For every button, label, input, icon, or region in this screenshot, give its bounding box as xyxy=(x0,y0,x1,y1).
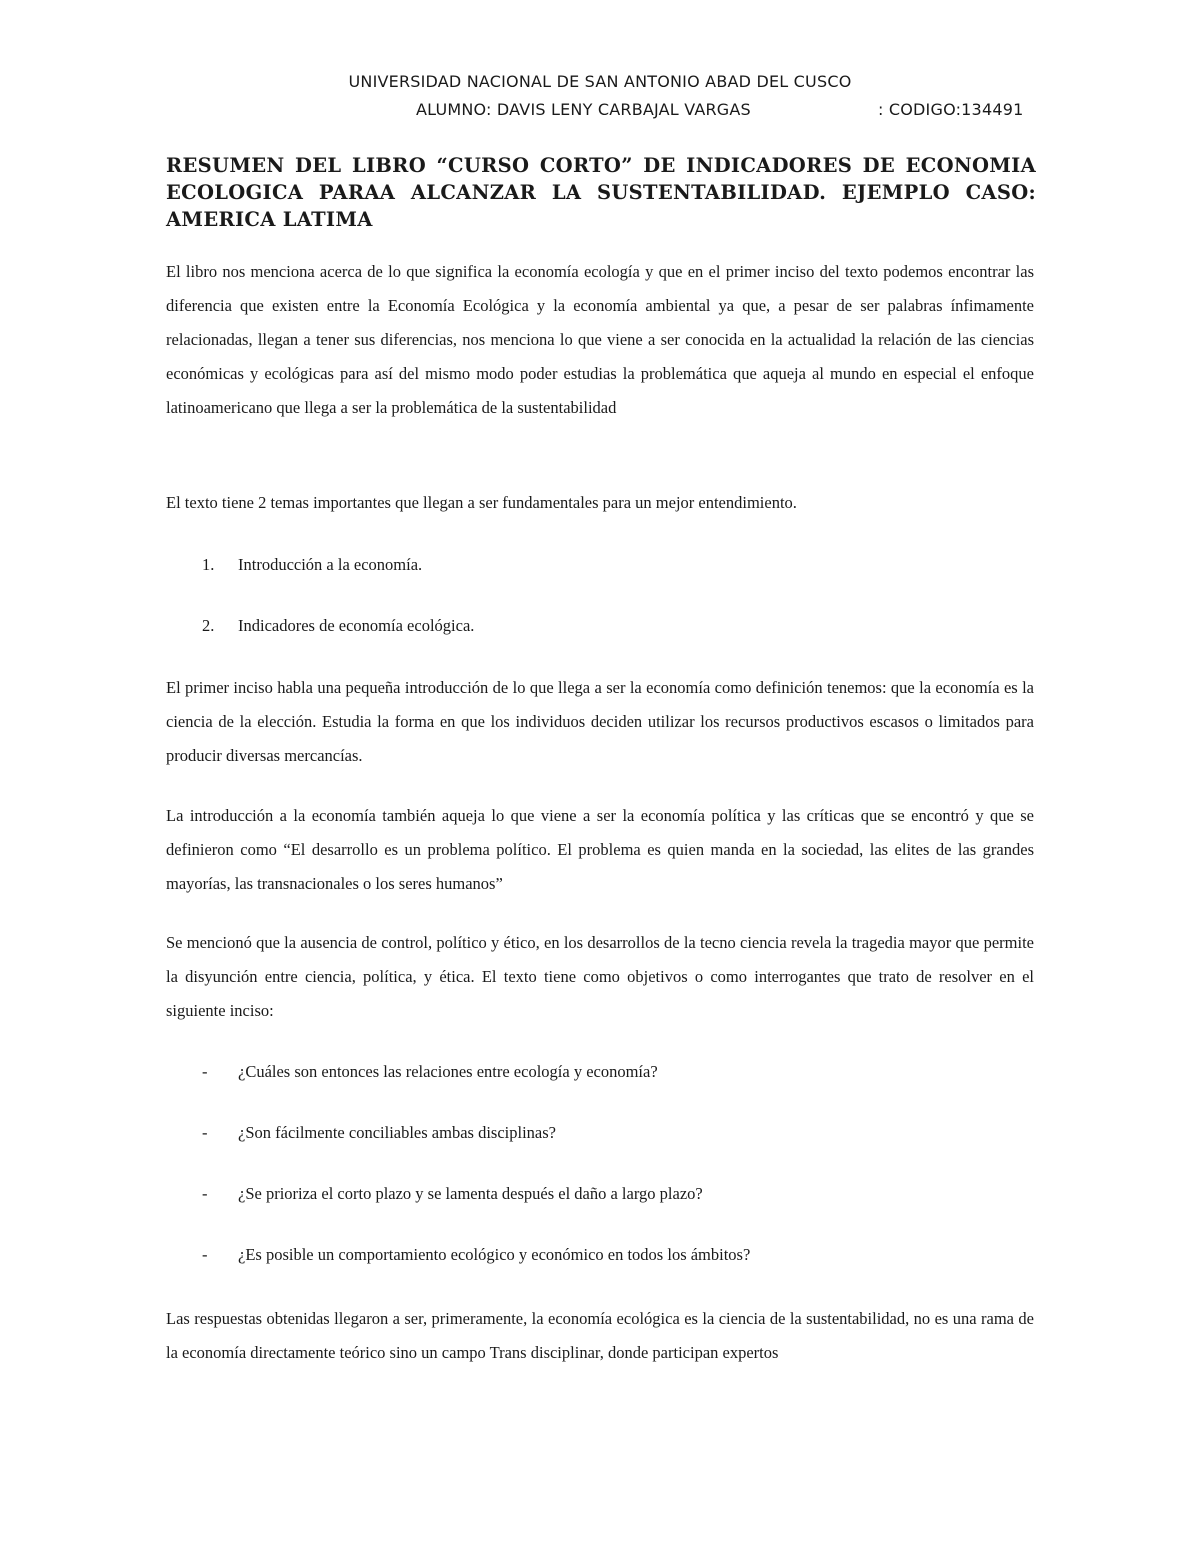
student-name: ALUMNO: DAVIS LENY CARBAJAL VARGAS xyxy=(416,100,751,119)
dash-bullet: - xyxy=(202,1123,208,1142)
list-item xyxy=(166,1238,1034,1272)
list-item-text: ¿Es posible un comportamiento ecológico y económico en todos los ámbitos? xyxy=(238,1245,751,1264)
dash-bullet: - xyxy=(202,1245,208,1264)
list-item-text: ¿Se prioriza el corto plazo y se lamenta después el daño a largo plazo? xyxy=(238,1184,703,1203)
dash-bullet: - xyxy=(202,1062,208,1081)
list-item-text: ¿Son fácilmente conciliables ambas disciplinas? xyxy=(238,1123,556,1142)
paragraph-political: La introducción a la economía también aqueja lo que viene a ser la economía política y las críticas que se encontró y que se definieron como “El desarrollo es un problema político. El problema es quien manda en la sociedad, las elites de las grandes mayorías, las transnacionales o los seres humanos” xyxy=(166,806,1034,893)
list-item-text: Indicadores de economía ecológica. xyxy=(238,616,475,635)
dash-bullet: - xyxy=(202,1184,208,1203)
paragraph-answers: Las respuestas obtenidas llegaron a ser, primeramente, la economía ecológica es la ciencia de la sustentabilidad, no es una rama de la economía directamente teórico sino un campo Trans disciplinar, donde participan expertos xyxy=(166,1309,1034,1362)
list-marker: 1. xyxy=(202,555,215,574)
list-item xyxy=(166,1177,1034,1211)
paragraph-intro: El libro nos menciona acerca de lo que significa la economía ecología y que en el primer inciso del texto podemos encontrar las diferencia que existen entre la Economía Ecológica y la economía ambiental ya que, a pesar de ser palabras ínfimamente relacionadas, llegan a tener sus diferencias, nos menciona lo que viene a ser conocida en la actualidad la relación de las ciencias económicas y ecológicas para así del mismo modo poder estudias la problemática que aqueja al mundo en especial el enfoque latinoamericano que llega a ser la problemática de la sustentabilidad xyxy=(166,262,1034,417)
list-item xyxy=(166,548,1034,582)
document-title: RESUMEN DEL LIBRO “CURSO CORTO” DE INDICADORES DE ECONOMIA ECOLOGICA PARAA ALCANZAR LA SUSTENTABILIDAD. EJEMPLO CASO: AMERICA LATIMA xyxy=(166,154,1036,231)
list-item-text: Introducción a la economía. xyxy=(238,555,423,574)
list-item xyxy=(166,1055,1034,1089)
numbered-list xyxy=(166,548,1034,670)
paragraph-themes: El texto tiene 2 temas importantes que llegan a ser fundamentales para un mejor entendimiento. xyxy=(166,493,797,512)
question-list xyxy=(166,1055,1034,1299)
list-item xyxy=(166,609,1034,643)
list-item-text: ¿Cuáles son entonces las relaciones entre ecología y economía? xyxy=(238,1062,658,1081)
list-item xyxy=(166,1116,1034,1150)
list-marker: 2. xyxy=(202,616,215,635)
paragraph-control: Se mencionó que la ausencia de control, político y ético, en los desarrollos de la tecno ciencia revela la tragedia mayor que permite la disyunción entre ciencia, política, y ética. El texto tiene como objetivos o como interrogantes que trato de resolver en el siguiente inciso: xyxy=(166,933,1034,1020)
university-header: UNIVERSIDAD NACIONAL DE SAN ANTONIO ABAD DEL CUSCO xyxy=(348,72,852,91)
student-code: : CODIGO:134491 xyxy=(878,100,1024,119)
paragraph-first-section: El primer inciso habla una pequeña introducción de lo que llega a ser la economía como definición tenemos: que la economía es la ciencia de la elección. Estudia la forma en que los individuos deciden utilizar los recursos productivos escasos o limitados para producir diversas mercancías. xyxy=(166,678,1034,765)
